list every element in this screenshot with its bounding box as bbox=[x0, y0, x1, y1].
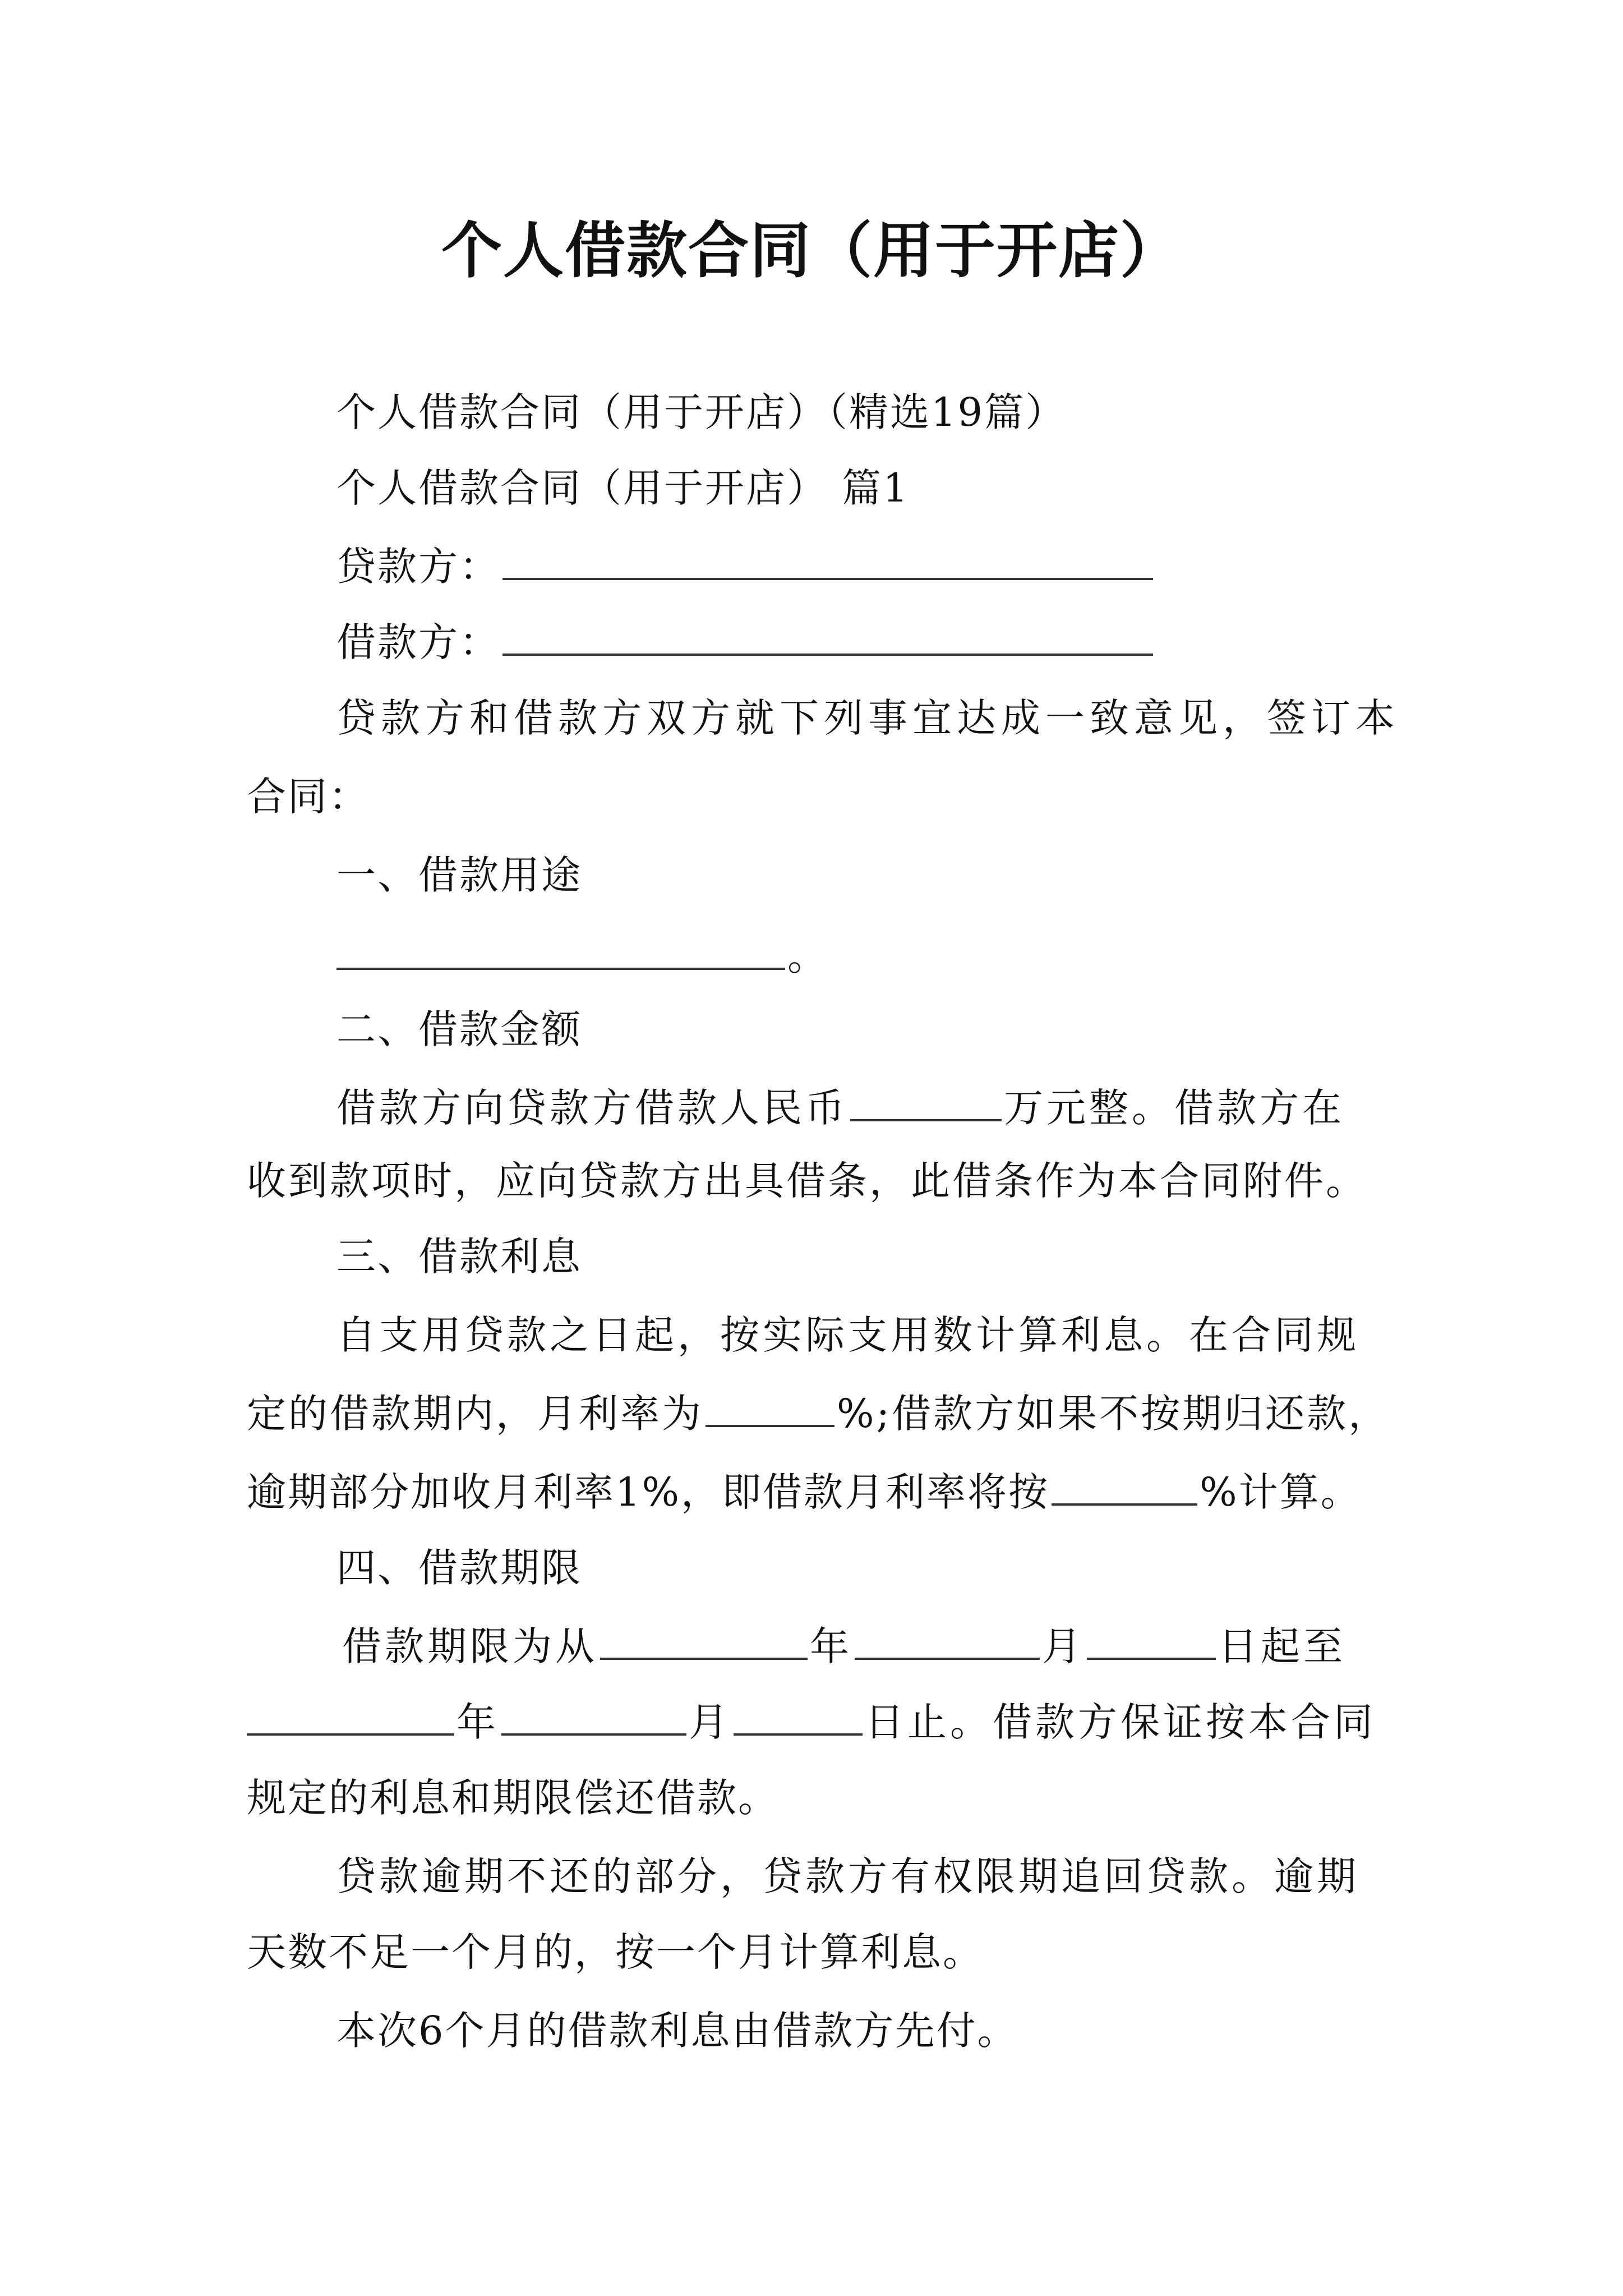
year-label: 年 bbox=[457, 1699, 499, 1745]
purpose-blank[interactable] bbox=[336, 934, 785, 970]
start-month-blank[interactable] bbox=[855, 1624, 1040, 1660]
month-label: 月 bbox=[689, 1699, 731, 1745]
section-3-text-a: 定的借款期内，月利率为 bbox=[247, 1391, 703, 1437]
lender-blank[interactable] bbox=[502, 544, 1153, 580]
lender-label: 贷款方： bbox=[336, 544, 500, 590]
borrower-label: 借款方： bbox=[336, 619, 500, 665]
section-3-heading: 三、借款利息 bbox=[336, 1234, 582, 1280]
borrower-blank[interactable] bbox=[502, 620, 1153, 656]
lender-line bbox=[336, 544, 1155, 590]
section-2-line-1 bbox=[336, 1085, 1345, 1131]
section-3-line-1: 自支用贷款之日起，按实际支用数计算利息。在合同规 bbox=[336, 1312, 1359, 1358]
intro-line-2: 合同： bbox=[247, 774, 370, 820]
overdue-rate-blank[interactable] bbox=[1052, 1470, 1197, 1506]
amount-blank[interactable] bbox=[850, 1085, 1002, 1121]
section-3-text-c: 逾期部分加收月利率1%，即借款月利率将按 bbox=[247, 1469, 1050, 1515]
section-1-purpose-line bbox=[336, 933, 828, 979]
start-year-blank[interactable] bbox=[600, 1624, 808, 1660]
overdue-line-1: 贷款逾期不还的部分，贷款方有权限期追回贷款。逾期 bbox=[336, 1853, 1359, 1899]
end-year-blank[interactable] bbox=[247, 1700, 454, 1736]
part-heading: 个人借款合同（用于开店） 篇1 bbox=[336, 465, 910, 511]
document-title: 个人借款合同（用于开店） bbox=[441, 215, 1182, 286]
section-3-text-b: %;借款方如果不按期归还款， bbox=[837, 1391, 1390, 1437]
section-1-heading: 一、借款用途 bbox=[336, 852, 582, 898]
section-4-heading: 四、借款期限 bbox=[336, 1545, 582, 1591]
end-month-blank[interactable] bbox=[501, 1700, 686, 1736]
term-end-text: 日止。借款方保证按本合同 bbox=[865, 1699, 1376, 1745]
section-3-text-d: %计算。 bbox=[1200, 1469, 1362, 1515]
term-to-label: 日起至 bbox=[1218, 1623, 1346, 1669]
year-label: 年 bbox=[810, 1623, 852, 1669]
monthly-rate-blank[interactable] bbox=[706, 1391, 834, 1427]
final-line: 本次6个月的借款利息由借款方先付。 bbox=[336, 2008, 1018, 2054]
end-day-blank[interactable] bbox=[734, 1700, 863, 1736]
section-4-line-1 bbox=[342, 1623, 1346, 1669]
start-day-blank[interactable] bbox=[1087, 1624, 1216, 1660]
section-2-text-b: 万元整。借款方在 bbox=[1004, 1085, 1345, 1131]
section-2-line-2: 收到款项时，应向贷款方出具借条，此借条作为本合同附件。 bbox=[247, 1158, 1367, 1204]
section-4-line-2 bbox=[247, 1699, 1376, 1745]
month-label: 月 bbox=[1042, 1623, 1085, 1669]
overdue-line-2: 天数不足一个月的，按一个月计算利息。 bbox=[247, 1929, 984, 1975]
section-2-text-a: 借款方向贷款方借款人民币 bbox=[336, 1085, 848, 1131]
borrower-line bbox=[336, 619, 1155, 665]
purpose-period: 。 bbox=[787, 933, 828, 979]
term-from-label: 借款期限为从 bbox=[342, 1623, 598, 1669]
document-subtitle: 个人借款合同（用于开店）（精选19篇） bbox=[336, 389, 1067, 435]
section-3-line-2 bbox=[247, 1391, 1390, 1437]
section-3-line-3 bbox=[247, 1469, 1362, 1515]
intro-line-1: 贷款方和借款方双方就下列事宜达成一致意见，签订本 bbox=[336, 695, 1400, 741]
section-4-line-3: 规定的利息和期限偿还借款。 bbox=[247, 1775, 779, 1821]
section-2-heading: 二、借款金额 bbox=[336, 1006, 582, 1052]
